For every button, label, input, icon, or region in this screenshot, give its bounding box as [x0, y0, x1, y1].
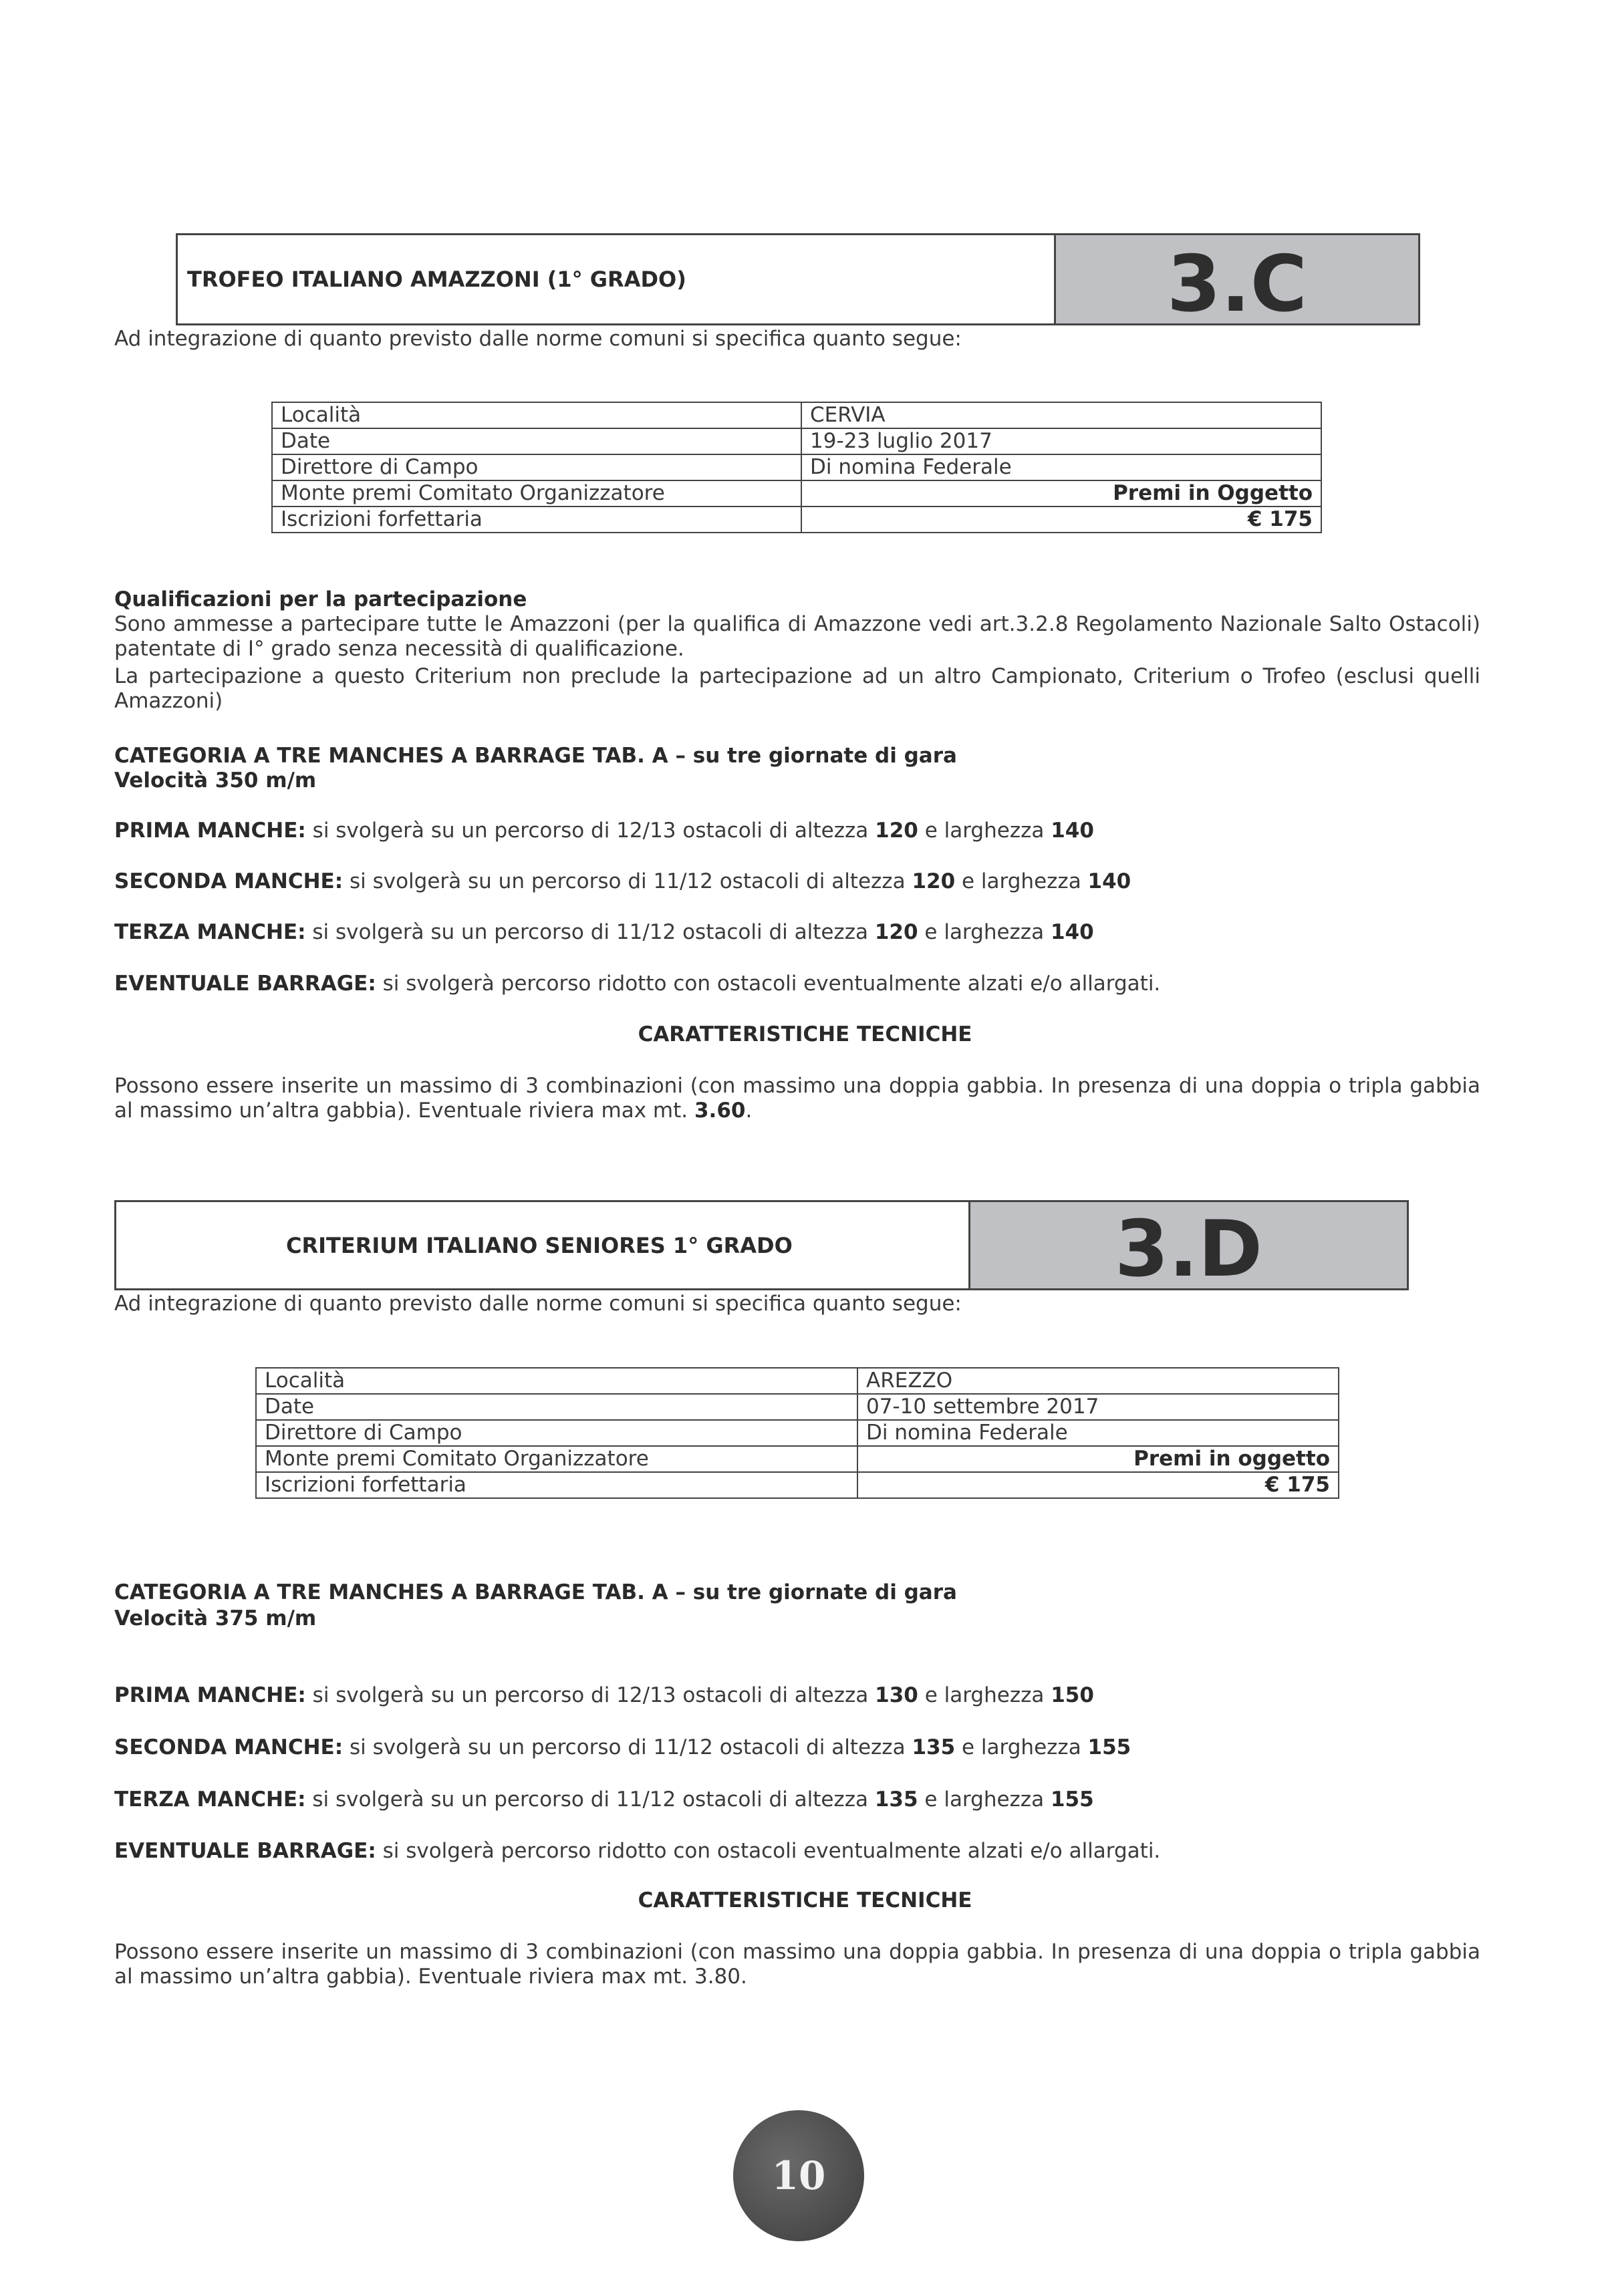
row-value: Di nomina Federale	[801, 454, 1321, 480]
row-value: Premi in Oggetto	[801, 480, 1321, 507]
speed-text: Velocità 375 m/m	[114, 1606, 317, 1630]
intro-text: Ad integrazione di quanto previsto dalle norme comuni si specifica quanto segue:	[114, 327, 962, 351]
qualification-text: Sono ammesse a partecipare tutte le Amazzoni (per la qualifica di Amazzone vedi art.3.2.8 Regolamento Nazionale Salto Ostacoli) patentate di I° grado senza necessità di qualificazione.	[114, 612, 1480, 661]
width-value: 140	[1050, 920, 1094, 944]
barrage-text: si svolgerà percorso ridotto con ostacoli eventualmente alzati e/o allargati.	[376, 1839, 1161, 1863]
table-row	[256, 1368, 1339, 1394]
manche-text: e larghezza	[955, 869, 1088, 893]
manche-line	[114, 868, 1131, 895]
table-row	[272, 480, 1321, 507]
manche-text: e larghezza	[918, 920, 1051, 944]
table-row	[256, 1472, 1339, 1498]
row-label: Località	[272, 402, 801, 428]
row-label: Iscrizioni forfettaria	[256, 1472, 857, 1498]
row-value: Di nomina Federale	[857, 1420, 1339, 1446]
page-number: 10	[771, 2153, 826, 2198]
manche-text: si svolgerà su un percorso di 12/13 ostacoli di altezza	[305, 819, 876, 843]
speed-text: Velocità 350 m/m	[114, 768, 317, 793]
category-heading: CATEGORIA A TRE MANCHES A BARRAGE TAB. A – su tre giornate di gara	[114, 1580, 957, 1604]
row-label: Direttore di Campo	[256, 1420, 857, 1446]
height-value: 120	[874, 920, 918, 944]
row-label: Date	[272, 428, 801, 454]
intro-text: Ad integrazione di quanto previsto dalle norme comuni si specifica quanto segue:	[114, 1292, 962, 1316]
height-value: 120	[912, 869, 956, 893]
row-value: CERVIA	[801, 402, 1321, 428]
width-value: 155	[1087, 1735, 1131, 1759]
table-row	[272, 428, 1321, 454]
tech-heading: CARATTERISTICHE TECNICHE	[638, 1022, 972, 1046]
row-label: Monte premi Comitato Organizzatore	[272, 480, 801, 507]
section-header-3d	[114, 1200, 1409, 1290]
category-heading: CATEGORIA A TRE MANCHES A BARRAGE TAB. A – su tre giornate di gara	[114, 744, 957, 768]
row-label: Località	[256, 1368, 857, 1394]
barrage-label: EVENTUALE BARRAGE:	[114, 972, 376, 996]
manche-label: TERZA MANCHE:	[114, 920, 306, 944]
manche-text: e larghezza	[918, 819, 1051, 843]
table-row	[272, 454, 1321, 480]
barrage-text: si svolgerà percorso ridotto con ostacoli eventualmente alzati e/o allargati.	[376, 972, 1161, 996]
height-value: 120	[875, 819, 918, 843]
height-value: 135	[874, 1787, 918, 1812]
manche-text: si svolgerà su un percorso di 11/12 ostacoli di altezza	[343, 1735, 912, 1759]
barrage-line	[114, 970, 1160, 997]
manche-line	[114, 1734, 1131, 1761]
riviera-value: 3.60	[694, 1099, 746, 1123]
width-value: 150	[1051, 1683, 1094, 1707]
manche-text: e larghezza	[918, 1787, 1051, 1812]
tech-end: .	[745, 1099, 753, 1123]
tech-text	[114, 1074, 1480, 1123]
table-row	[256, 1446, 1339, 1472]
manche-label: PRIMA MANCHE:	[114, 819, 306, 843]
manche-label: SECONDA MANCHE:	[114, 1735, 344, 1759]
row-value: AREZZO	[857, 1368, 1339, 1394]
tech-body: Possono essere inserite un massimo di 3 combinazioni (con massimo una doppia gabbia. In presenza di una doppia o tripla gabbia al massimo un’altra gabbia). Eventuale riviera max mt.	[114, 1074, 1480, 1123]
manche-text: si svolgerà su un percorso di 11/12 ostacoli di altezza	[343, 869, 912, 893]
row-label: Iscrizioni forfettaria	[272, 507, 801, 533]
row-value: 07-10 settembre 2017	[857, 1394, 1339, 1420]
page-number-badge	[733, 2110, 864, 2241]
table-row	[272, 507, 1321, 533]
manche-text: si svolgerà su un percorso di 11/12 ostacoli di altezza	[305, 920, 875, 944]
participation-note: La partecipazione a questo Criterium non preclude la partecipazione ad un altro Campionato, Criterium o Trofeo (esclusi quelli Amazzoni)	[114, 664, 1480, 713]
row-value: Premi in oggetto	[857, 1446, 1339, 1472]
height-value: 130	[875, 1683, 918, 1707]
row-label: Direttore di Campo	[272, 454, 801, 480]
tech-heading: CARATTERISTICHE TECNICHE	[638, 1888, 972, 1912]
row-label: Date	[256, 1394, 857, 1420]
manche-text: e larghezza	[955, 1735, 1088, 1759]
manche-line	[114, 1682, 1094, 1709]
width-value: 155	[1050, 1787, 1094, 1812]
info-table	[271, 402, 1322, 533]
barrage-label: EVENTUALE BARRAGE:	[114, 1839, 376, 1863]
row-value: € 175	[857, 1472, 1339, 1498]
section-code: 3.D	[968, 1202, 1407, 1288]
manche-label: PRIMA MANCHE:	[114, 1683, 306, 1707]
manche-line	[114, 919, 1094, 946]
section-code: 3.C	[1054, 235, 1418, 323]
row-value: 19-23 luglio 2017	[801, 428, 1321, 454]
manche-line	[114, 1786, 1094, 1813]
width-value: 140	[1087, 869, 1131, 893]
manche-text: si svolgerà su un percorso di 12/13 ostacoli di altezza	[305, 1683, 876, 1707]
table-row	[256, 1394, 1339, 1420]
width-value: 140	[1051, 819, 1094, 843]
manche-line	[114, 817, 1094, 844]
row-label: Monte premi Comitato Organizzatore	[256, 1446, 857, 1472]
table-row	[256, 1420, 1339, 1446]
manche-label: TERZA MANCHE:	[114, 1787, 306, 1812]
manche-label: SECONDA MANCHE:	[114, 869, 344, 893]
info-table	[255, 1367, 1339, 1499]
qualification-heading: Qualificazioni per la partecipazione	[114, 587, 527, 611]
row-value: € 175	[801, 507, 1321, 533]
manche-text: e larghezza	[918, 1683, 1051, 1707]
barrage-line	[114, 1838, 1160, 1864]
manche-text: si svolgerà su un percorso di 11/12 ostacoli di altezza	[305, 1787, 875, 1812]
section-title: CRITERIUM ITALIANO SENIORES 1° GRADO	[286, 1232, 793, 1258]
height-value: 135	[912, 1735, 956, 1759]
section-title: TROFEO ITALIANO AMAZZONI (1° GRADO)	[187, 267, 686, 292]
section-header-3c	[176, 233, 1420, 325]
table-row	[272, 402, 1321, 428]
tech-text: Possono essere inserite un massimo di 3 combinazioni (con massimo una doppia gabbia. In presenza di una doppia o tripla gabbia al massimo un’altra gabbia). Eventuale riviera max mt. 3.80.	[114, 1940, 1480, 1989]
